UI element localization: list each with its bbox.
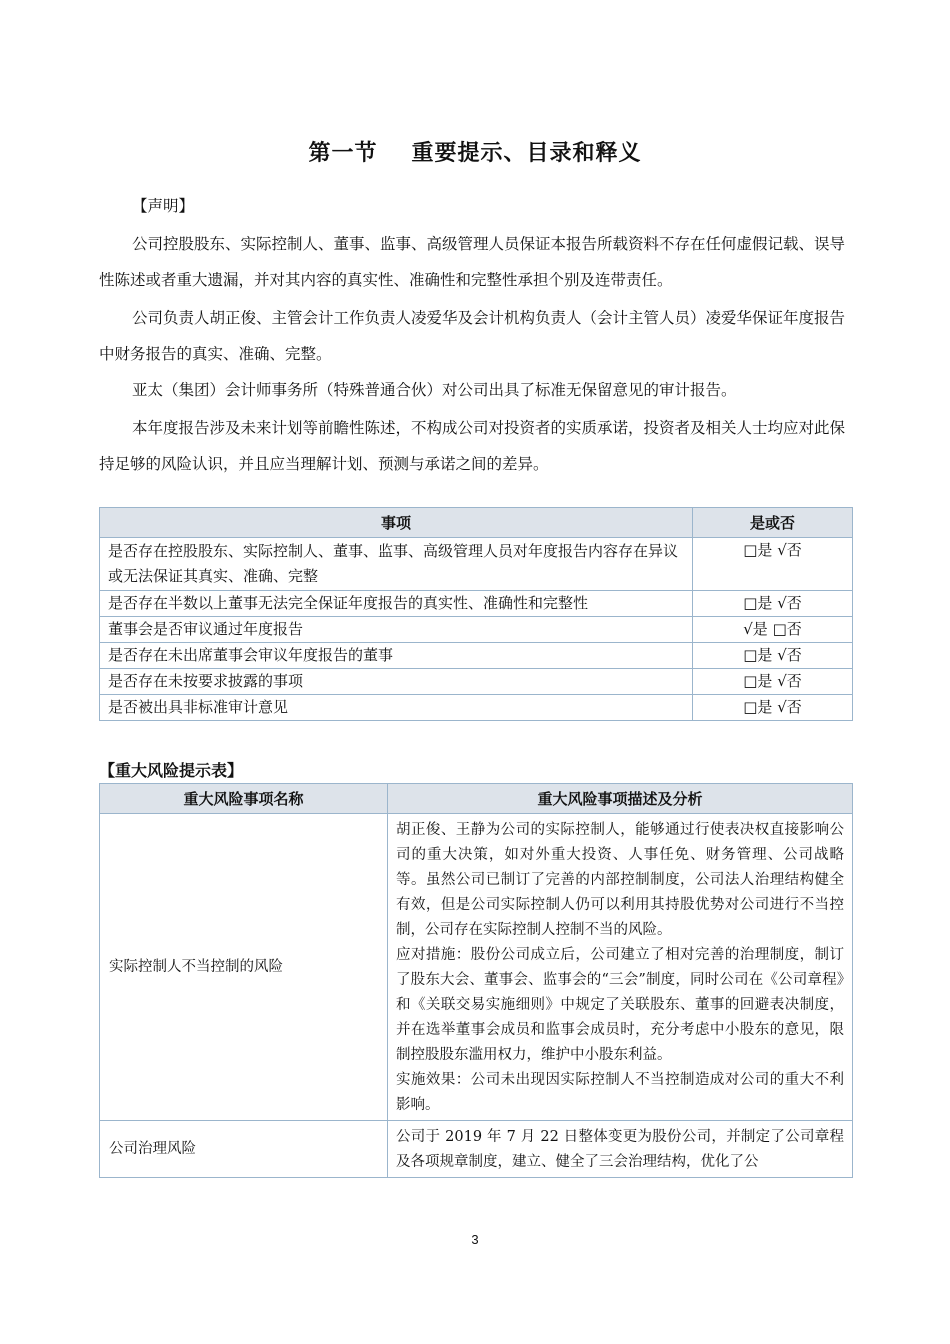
risk-description bbox=[388, 814, 853, 1121]
risk-section-title: 【重大风险提示表】 bbox=[99, 761, 244, 780]
risk-name: 实际控制人不当控制的风险 bbox=[100, 814, 388, 1121]
paragraph-1: 公司控股股东、实际控制人、董事、监事、高级管理人员保证本报告所载资料不存在任何虚假记载、误导性陈述或者重大遗漏，并对其内容的真实性、准确性和完整性承担个别及连带责任。 bbox=[99, 235, 846, 289]
column-header: 是或否 bbox=[693, 508, 853, 538]
risk-analysis: 公司于 2019 年 7 月 22 日整体变更为股份公司，并制定了公司章程及各项规章制度，建立、健全了三会治理结构，优化了公 bbox=[396, 1129, 844, 1170]
column-header: 重大风险事项描述及分析 bbox=[388, 784, 853, 814]
matter-answer: □是 √否 bbox=[693, 669, 853, 695]
column-header: 事项 bbox=[100, 508, 693, 538]
risk-description bbox=[388, 1121, 853, 1178]
page-number: 3 bbox=[471, 1232, 479, 1247]
matter-answer: □是 √否 bbox=[693, 643, 853, 669]
table-row bbox=[100, 617, 853, 643]
declaration-label: 【声明】 bbox=[132, 197, 195, 215]
paragraph-3: 亚太（集团）会计师事务所（特殊普通合伙）对公司出具了标准无保留意见的审计报告。 bbox=[132, 381, 737, 399]
table-row bbox=[100, 591, 853, 617]
paragraph-2: 公司负责人胡正俊、主管会计工作负责人凌爱华及会计机构负责人（会计主管人员）凌爱华保证年度报告中财务报告的真实、准确、完整。 bbox=[99, 309, 846, 363]
table-row bbox=[100, 695, 853, 721]
paragraph-4: 本年度报告涉及未来计划等前瞻性陈述，不构成公司对投资者的实质承诺，投资者及相关人士均应对此保持足够的风险认识，并且应当理解计划、预测与承诺之间的差异。 bbox=[99, 419, 846, 473]
matter-answer: □是 √否 bbox=[693, 538, 853, 591]
matter-item: 是否被出具非标准审计意见 bbox=[100, 695, 693, 721]
section-label: 第一节 bbox=[308, 141, 378, 166]
table-row bbox=[100, 538, 853, 591]
matter-item: 是否存在半数以上董事无法完全保证年度报告的真实性、准确性和完整性 bbox=[100, 591, 693, 617]
matter-answer: □是 √否 bbox=[693, 591, 853, 617]
matter-item: 是否存在未出席董事会审议年度报告的董事 bbox=[100, 643, 693, 669]
column-header: 重大风险事项名称 bbox=[100, 784, 388, 814]
matter-item: 董事会是否审议通过年度报告 bbox=[100, 617, 693, 643]
risk-effect: 实施效果：公司未出现因实际控制人不当控制造成对公司的重大不利影响。 bbox=[396, 1072, 844, 1113]
risk-countermeasure: 应对措施：股份公司成立后，公司建立了相对完善的治理制度，制订了股东大会、董事会、监事会的“三会”制度，同时公司在《公司章程》和《关联交易实施细则》中规定了关联股东、董事的回避表决制度，并在选举董事会成员和监事会成员时，充分考虑中小股东的意见，限制控股股东滥用权力，维护中小股东利益。 bbox=[396, 947, 844, 1063]
matter-answer: □是 √否 bbox=[693, 695, 853, 721]
section-title: 重要提示、目录和释义 bbox=[411, 141, 642, 166]
table-row bbox=[100, 1121, 853, 1178]
risk-analysis: 胡正俊、王静为公司的实际控制人，能够通过行使表决权直接影响公司的重大决策，如对外重大投资、人事任免、财务管理、公司战略等。虽然公司已制订了完善的内部控制制度，公司法人治理结构健全有效，但是公司实际控制人仍可以利用其持股优势对公司进行不当控制，公司存在实际控制人控制不当的风险。 bbox=[396, 822, 844, 938]
matter-item: 是否存在未按要求披露的事项 bbox=[100, 669, 693, 695]
page-title bbox=[0, 136, 950, 167]
table-row bbox=[100, 643, 853, 669]
matter-answer: √是 □否 bbox=[693, 617, 853, 643]
risk-table bbox=[99, 783, 853, 1178]
matters-table bbox=[99, 507, 853, 721]
table-row bbox=[100, 669, 853, 695]
table-header-row bbox=[100, 508, 853, 538]
risk-name: 公司治理风险 bbox=[100, 1121, 388, 1178]
table-header-row bbox=[100, 784, 853, 814]
matter-item: 是否存在控股股东、实际控制人、董事、监事、高级管理人员对年度报告内容存在异议或无法保证其真实、准确、完整 bbox=[100, 538, 693, 591]
table-row bbox=[100, 814, 853, 1121]
